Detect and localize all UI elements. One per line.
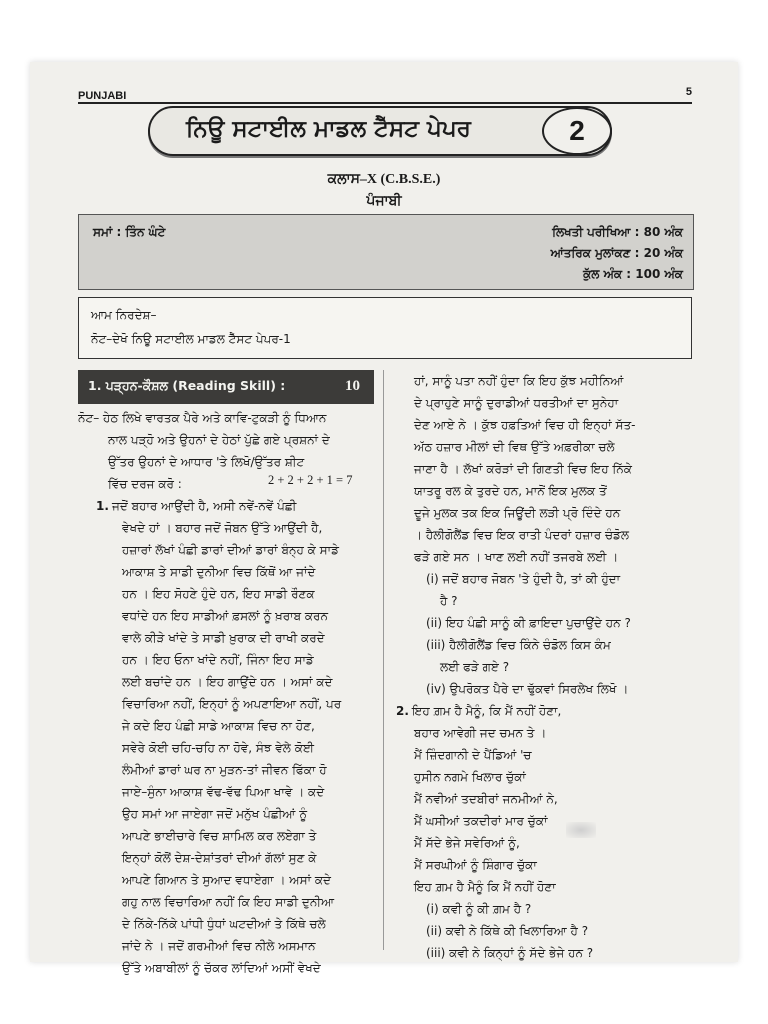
- passage-line: ਲੰਮੀਆਂ ਡਾਰਾਂ ਘਰ ਨਾ ਮੁੜਨ-ਤਾਂ ਜੀਵਨ ਫਿੱਕਾ ਹੋ: [122, 763, 327, 777]
- passage-line: ਗਹੁ ਨਾਲ ਵਿਚਾਰਿਆ ਨਹੀਂ ਕਿ ਇਹ ਸਾਡੀ ਦੁਨੀਆ: [122, 895, 334, 909]
- question-number: 1.: [96, 499, 109, 513]
- poem-line: ਮੈਂ ਸੱਦੇ ਭੇਜੇ ਸਵੇਰਿਆਂ ਨੂੰ,: [414, 836, 520, 850]
- sub-question-cont: ਹੈ ?: [440, 594, 458, 608]
- question-number: 2.: [396, 704, 409, 718]
- paper-title: ਨਿਊ ਸਟਾਈਲ ਮਾਡਲ ਟੈੱਸਟ ਪੇਪਰ: [186, 116, 471, 142]
- passage-line: ਜਾਂਦੇ ਨੇ । ਜਦੋਂ ਗਰਮੀਆਂ ਵਿਚ ਨੀਲੇ ਅਸਮਾਨ: [122, 939, 316, 953]
- passage-line: ਜੇ ਕਦੇ ਇਹ ਪੰਛੀ ਸਾਡੇ ਆਕਾਸ਼ ਵਿਚ ਨਾ ਹੋਣ,: [122, 719, 315, 733]
- general-instructions-box: [78, 297, 692, 359]
- passage-line: ਜਾਏ–ਸੁੰਨਾ ਆਕਾਸ਼ ਵੱਢ-ਵੱਢ ਪਿਆ ਖਾਵੇ । ਕਦੇ: [122, 785, 325, 799]
- marks-box: [78, 214, 694, 290]
- title-banner: [148, 106, 612, 156]
- subject-line: ਪੰਜਾਬੀ: [366, 193, 402, 209]
- poem-line: ਮੈਂ ਨਵੀਆਂ ਤਦਬੀਰਾਂ ਜਨਮੀਆਂ ਨੇ,: [414, 792, 558, 806]
- passage-line: ਹਨ । ਇਹ ਸੋਹਣੇ ਹੁੰਦੇ ਹਨ, ਇਹ ਸਾਡੀ ਰੌਣਕ: [122, 587, 315, 601]
- page-number: 5: [685, 86, 692, 98]
- section-marks: 10: [345, 378, 360, 394]
- sub-question: (ii) ਇਹ ਪੰਛੀ ਸਾਨੂੰ ਕੀ ਫ਼ਾਇਦਾ ਪੁਚਾਉਂਦੇ ਹਨ ?: [426, 616, 631, 630]
- passage-line: ਵਾਲੇ ਕੀੜੇ ਖਾਂਦੇ ਤੇ ਸਾਡੀ ਖ਼ੁਰਾਕ ਦੀ ਰਾਖੀ ਕਰਦੇ: [122, 631, 325, 645]
- passage-line: ਦੂਜੇ ਮੁਲਕ ਤਕ ਇਕ ਜਿਊਂਦੀ ਲੜੀ ਪ੍ਰੋ ਦਿੰਦੇ ਹਨ: [414, 506, 621, 520]
- section-title: 1. ਪੜ੍ਹਨ-ਕੌਸ਼ਲ (Reading Skill) :: [88, 378, 286, 393]
- note-line: ਵਿੱਚ ਦਰਜ ਕਰੋ :: [108, 477, 182, 491]
- passage-line: ਦੇਣ ਆਏ ਨੇ । ਕੁੱਝ ਹਫ਼ਤਿਆਂ ਵਿਚ ਹੀ ਇਨ੍ਹਾਂ ਸੱਤ-: [414, 418, 636, 432]
- passage-line: ਹਾਂ, ਸਾਨੂੰ ਪਤਾ ਨਹੀਂ ਹੁੰਦਾ ਕਿ ਇਹ ਕੁੱਝ ਮਹੀਨਿਆਂ: [414, 374, 624, 388]
- poem-line: ਹੁਸੀਨ ਨਗਮੇ ਖਿਲਾਰ ਚੁੱਕਾਂ: [414, 770, 526, 784]
- sub-question: (ii) ਕਵੀ ਨੇ ਕਿੱਥੇ ਕੀ ਖਿਲਾਰਿਆ ਹੈ ?: [426, 924, 589, 938]
- right-column: [396, 370, 696, 964]
- passage-line: ਆਪਣੇ ਗਿਆਨ ਤੇ ਸੁਆਦ ਵਧਾਏਗਾ । ਅਸਾਂ ਕਦੇ: [122, 873, 331, 887]
- passage-line: ਵੇਖਦੇ ਹਾਂ । ਬਹਾਰ ਜਦੋਂ ਜੋਬਨ ਉੱਤੇ ਆਉਂਦੀ ਹੈ,: [122, 521, 323, 535]
- passage-line: ਵਿਚਾਰਿਆ ਨਹੀਂ, ਇਨ੍ਹਾਂ ਨੂੰ ਅਪਣਾਇਆ ਨਹੀਂ, ਪਰ: [122, 697, 342, 711]
- section-heading: [78, 370, 374, 404]
- poem-line: ਬਹਾਰ ਆਵੇਗੀ ਜਦ ਚਮਨ ਤੇ ।: [414, 726, 547, 740]
- sub-question: (iii) ਹੈਲੀਗੋਲੈਂਡ ਵਿਚ ਕਿੰਨੇ ਚੰਡੋਲ ਕਿਸ ਕੰਮ: [426, 638, 611, 652]
- poem-line: ਮੈਂ ਸਰਘੀਆਂ ਨੂੰ ਸ਼ਿੰਗਾਰ ਚੁੱਕਾ: [414, 858, 537, 872]
- passage-line: ਲਈ ਬਚਾਂਦੇ ਹਨ । ਇਹ ਗਾਉਂਦੇ ਹਨ । ਅਸਾਂ ਕਦੇ: [122, 675, 333, 689]
- passage-line: ਇਨ੍ਹਾਂ ਕੋਲੋਂ ਦੇਸ਼-ਦੇਸ਼ਾਂਤਰਾਂ ਦੀਆਂ ਗੱਲਾਂ ਸੁਣ ਕੇ: [122, 851, 317, 865]
- written-marks: ਲਿਖਤੀ ਪਰੀਖਿਆ : 80 ਅੰਕ: [552, 225, 683, 239]
- passage-line: । ਹੈਲੀਗੋਲੈਂਡ ਵਿਚ ਇਕ ਰਾਤੀ ਪੰਦਰਾਂ ਹਜ਼ਾਰ ਚੰਡੋਲ: [414, 528, 629, 542]
- total-marks: ਕੁੱਲ ਅੰਕ : 100 ਅੰਕ: [583, 267, 683, 281]
- passage-line: ਹਨ । ਇਹ ਓਨਾ ਖਾਂਦੇ ਨਹੀਂ, ਜਿੰਨਾ ਇਹ ਸਾਡੇ: [122, 653, 314, 667]
- passage-line: ਆਪਣੇ ਭਾਈਚਾਰੇ ਵਿਚ ਸ਼ਾਮਿਲ ਕਰ ਲਏਗਾ ਤੇ: [122, 829, 317, 843]
- sub-question: (i) ਜਦੋਂ ਬਹਾਰ ਜੋਬਨ 'ਤੇ ਹੁੰਦੀ ਹੈ, ਤਾਂ ਕੀ ਹੁੰਦਾ: [426, 572, 621, 586]
- general-instructions-heading: ਆਮ ਨਿਰਦੇਸ਼–: [91, 308, 157, 322]
- poem-line: ਮੈਂ ਜ਼ਿੰਦਗਾਨੀ ਦੇ ਪੈਂਡਿਆਂ 'ਚ: [414, 748, 532, 762]
- passage-line: ਯਾਤਰੂ ਰਲ ਕੇ ਤੁਰਦੇ ਹਨ, ਮਾਨੋਂ ਇਕ ਮੁਲਕ ਤੋਂ: [414, 484, 607, 498]
- poem-line: ਮੈਂ ਘਸੀਆਂ ਤਕਦੀਰਾਂ ਮਾਰ ਚੁੱਕਾਂ: [414, 814, 548, 828]
- passage-line: ਉੱਤੇ ਅਬਾਬੀਲਾਂ ਨੂੰ ਚੱਕਰ ਲਾਂਦਿਆਂ ਅਸੀਂ ਵੇਖਦੇ: [122, 961, 321, 975]
- sub-question: (i) ਕਵੀ ਨੂੰ ਕੀ ਗ਼ਮ ਹੈ ?: [426, 902, 532, 916]
- passage-line: ਆਕਾਸ਼ ਤੇ ਸਾਡੀ ਦੁਨੀਆ ਵਿਚ ਕਿੱਥੋਂ ਆ ਜਾਂਦੇ: [122, 565, 316, 579]
- sub-question: (iv) ਉਪਰੋਕਤ ਪੈਰੇ ਦਾ ਢੁੱਕਵਾਂ ਸਿਰਲੇਖ ਲਿਖੋ ।: [426, 682, 629, 696]
- passage-line: ਹਜ਼ਾਰਾਂ ਲੱਖਾਂ ਪੰਛੀ ਡਾਰਾਂ ਦੀਆਂ ਡਾਰਾਂ ਬੰਨ੍ਹ ਕੇ ਸਾਡੇ: [122, 543, 339, 557]
- passage-line: ਦੇ ਪ੍ਰਾਹੁਣੇ ਸਾਨੂੰ ਦੁਰਾਡੀਆਂ ਧਰਤੀਆਂ ਦਾ ਸੁਨੇਹਾ: [414, 396, 619, 410]
- column-divider: [383, 370, 384, 950]
- passage-line: 1. ਜਦੋਂ ਬਹਾਰ ਆਉਂਦੀ ਹੈ, ਅਸੀ ਨਵੇਂ-ਨਵੇਂ ਪੰਛੀ: [78, 495, 376, 517]
- general-instructions-note: ਨੋਟ–ਦੇਖੋ ਨਿਊ ਸਟਾਈਲ ਮਾਡਲ ਟੈੱਸਟ ਪੇਪਰ-1: [91, 332, 291, 346]
- header-subject: PUNJABI: [78, 90, 127, 102]
- class-line: ਕਲਾਸ–X (C.B.S.E.): [327, 172, 441, 187]
- paper-number-badge: 2: [542, 107, 612, 155]
- header-rule: [78, 102, 692, 104]
- passage-line: ਸਵੇਰੇ ਕੋਈ ਚਹਿ-ਚਹਿ ਨਾ ਹੋਵੇ, ਸੰਝ ਵੇਲੇ ਕੋਈ: [122, 741, 315, 755]
- passage-line: ਜਾਣਾ ਹੈ । ਲੱਖਾਂ ਕਰੋੜਾਂ ਦੀ ਗਿਣਤੀ ਵਿਚ ਇਹ ਨਿੱਕੇ: [414, 462, 632, 476]
- note-line: ਨੋਟ– ਹੇਠ ਲਿਖੇ ਵਾਰਤਕ ਪੈਰੇ ਅਤੇ ਕਾਵਿ-ਟੁਕੜੀ ਨੂੰ ਧਿਆਨ: [78, 411, 327, 425]
- marks-formula: 2 + 2 + 2 + 1 = 7: [268, 473, 353, 487]
- passage-line: ਫੜੇ ਗਏ ਸਨ । ਖਾਣ ਲਈ ਨਹੀਂ ਤਜਰਬੇ ਲਈ ।: [414, 550, 619, 564]
- time-allowed: ਸਮਾਂ : ਤਿੰਨ ਘੰਟੇ: [93, 225, 166, 239]
- note-line: ਨਾਲ ਪੜ੍ਹੋ ਅਤੇ ਉਹਨਾਂ ਦੇ ਹੇਠਾਂ ਪੁੱਛੇ ਗਏ ਪ੍ਰਸ਼ਨਾਂ ਦੇ: [108, 433, 330, 447]
- note-line: ਉੱਤਰ ਉਹਨਾਂ ਦੇ ਆਧਾਰ 'ਤੇ ਲਿਖੋ/ਉੱਤਰ ਸ਼ੀਟ: [108, 455, 305, 469]
- passage-line: ਉਹ ਸਮਾਂ ਆ ਜਾਏਗਾ ਜਦੋਂ ਮਨੁੱਖ ਪੰਛੀਆਂ ਨੂੰ: [122, 807, 308, 821]
- passage-line: ਅੱਠ ਹਜ਼ਾਰ ਮੀਲਾਂ ਦੀ ਵਿਥ ਉੱਤੇ ਅਫ਼ਰੀਕਾ ਚਲੇ: [414, 440, 615, 454]
- sub-question-cont: ਲਈ ਫੜੇ ਗਏ ?: [440, 660, 510, 674]
- poem-line: 2. ਇਹ ਗ਼ਮ ਹੈ ਮੈਨੂੰ, ਕਿ ਮੈਂ ਨਹੀਂ ਹੋਣਾ,: [396, 700, 696, 722]
- ink-smudge: [566, 822, 596, 838]
- poem-line: ਇਹ ਗ਼ਮ ਹੈ ਮੈਨੂੰ ਕਿ ਮੈਂ ਨਹੀਂ ਹੋਣਾ: [414, 880, 556, 894]
- internal-marks: ਆਂਤਰਿਕ ਮੁਲਾਂਕਣ : 20 ਅੰਕ: [550, 246, 683, 260]
- left-column: [78, 407, 376, 979]
- passage-line: ਦੇ ਨਿੱਕੇ-ਨਿੱਕੇ ਪਾਂਧੀ ਧੁੰਧਾਂ ਘਟਦੀਆਂ ਤੇ ਕਿੱਥੇ ਚਲੇ: [122, 917, 326, 931]
- passage-line: ਵਧਾਂਦੇ ਹਨ ਇਹ ਸਾਡੀਆਂ ਫ਼ਸਲਾਂ ਨੂੰ ਖ਼ਰਾਬ ਕਰਨ: [122, 609, 328, 623]
- sub-question: (iii) ਕਵੀ ਨੇ ਕਿਨ੍ਹਾਂ ਨੂੰ ਸੱਦੇ ਭੇਜੇ ਹਨ ?: [426, 946, 594, 960]
